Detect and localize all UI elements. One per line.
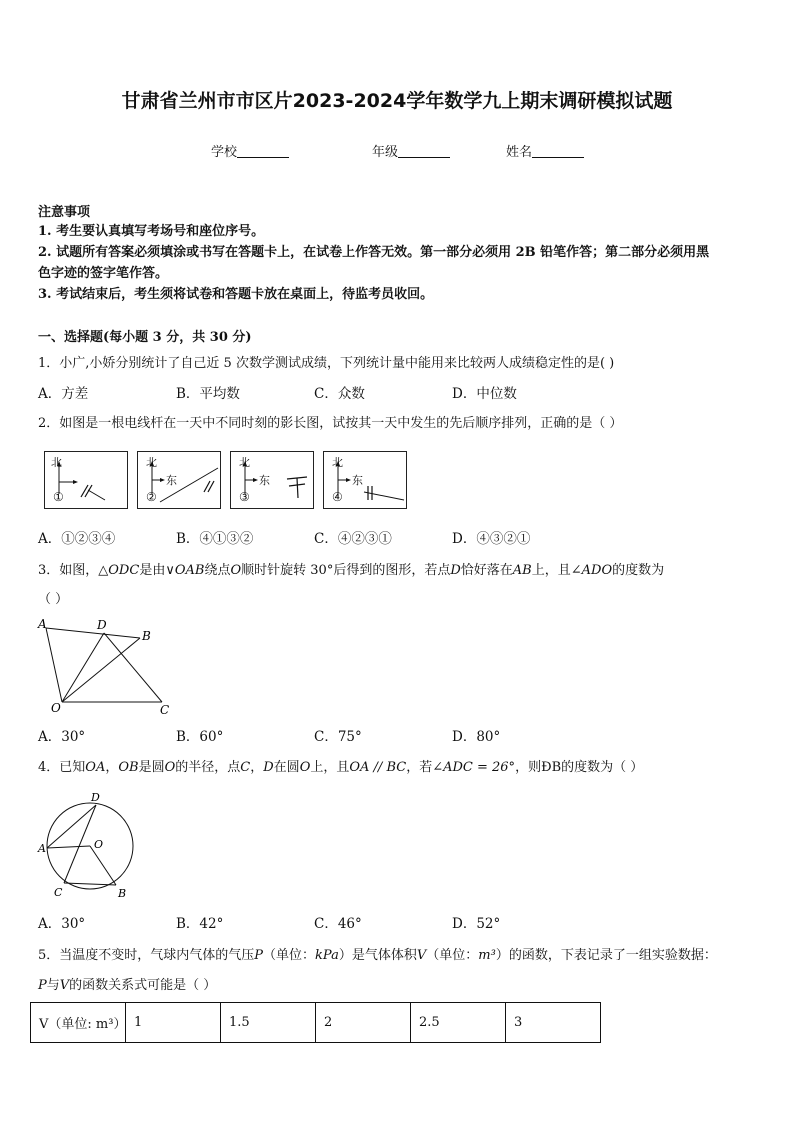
point-label: D <box>97 618 107 632</box>
math-symbol: P <box>38 978 47 993</box>
math-symbol: O <box>230 563 242 578</box>
q4-option-d[interactable]: D．52° <box>452 916 501 932</box>
q3-option-b[interactable]: B．60° <box>176 729 224 745</box>
section-heading: 一、选择题(每小题 3 分，共 30 分) <box>38 330 252 345</box>
north-label: 北 <box>332 456 343 469</box>
point-label: C <box>160 703 170 717</box>
stem-text: 顺时针旋转 30°后得到的图形，若点 <box>241 563 451 578</box>
math-symbol: ∨OAB <box>165 563 205 578</box>
q4-option-b[interactable]: B．42° <box>176 916 224 932</box>
q2-option-a[interactable]: A．①②③④ <box>38 531 116 547</box>
stem-text: （单位： <box>426 948 479 963</box>
q4-option-a[interactable]: A．30° <box>38 916 86 932</box>
school-label: 学校 <box>211 145 238 160</box>
question-5-stem <box>38 946 717 966</box>
east-label: 东 <box>166 474 177 487</box>
stem-text: ， <box>105 760 119 775</box>
question-4-stem <box>38 758 643 778</box>
stem-text: 在圆 <box>273 760 300 775</box>
q3-option-a[interactable]: A．30° <box>38 729 86 745</box>
question-2-stem: 2．如图是一根电线杆在一天中不同时刻的影长图，试按其一天中发生的先后顺序排列，正确的是（ ） <box>38 416 623 431</box>
stem-text: 是圆 <box>138 760 165 775</box>
stem-text: 绕点 <box>204 563 231 578</box>
name-label: 姓名 <box>506 145 533 160</box>
point-label: O <box>94 838 104 851</box>
grade-field[interactable] <box>372 141 450 160</box>
stem-text: 的度数为（ ） <box>561 760 644 775</box>
math-symbol: O <box>164 760 176 775</box>
stem-text: 与 <box>46 978 60 993</box>
note-item: 2. 试题所有答案必须填涂或书写在答题卡上，在试卷上作答无效。第一部分必须用 2B 铅笔作答；第二部分必须用黑 <box>38 245 710 260</box>
point-label: A <box>38 617 47 631</box>
math-symbol: ∠ADO <box>570 563 613 578</box>
table-cell: 3 <box>506 1003 601 1043</box>
question-3-paren: （ ） <box>38 592 69 607</box>
stem-text: 恰好落在 <box>460 563 513 578</box>
q2-option-b[interactable]: B．④①③② <box>176 531 254 547</box>
point-label: A <box>38 842 46 855</box>
north-label: 北 <box>146 456 157 469</box>
experiment-data-table <box>30 1002 601 1043</box>
circle-figure <box>34 790 144 902</box>
math-symbol: O <box>299 760 311 775</box>
math-symbol: P <box>254 948 264 963</box>
grade-label: 年级 <box>372 145 399 160</box>
table-row <box>31 1003 601 1043</box>
stem-text: 3．如图， <box>38 563 99 578</box>
table-cell: 1 <box>126 1003 221 1043</box>
math-symbol: ÐB <box>541 760 562 775</box>
shadow-panel-2 <box>137 451 221 509</box>
stem-text: ）是气体体积 <box>338 948 417 963</box>
math-symbol: m³ <box>478 948 496 963</box>
q1-option-a[interactable]: A．方差 <box>38 386 89 402</box>
q3-option-c[interactable]: C．75° <box>314 729 362 745</box>
name-field[interactable] <box>506 141 584 160</box>
question-3-stem <box>38 561 664 581</box>
east-label: 东 <box>259 474 270 487</box>
math-symbol: △ODC <box>98 563 140 578</box>
note-item: 色字迹的签字笔作答。 <box>38 266 169 281</box>
page-title: 甘肃省兰州市市区片2023-2024学年数学九上期末调研模拟试题 <box>121 90 673 112</box>
north-label: 北 <box>51 456 62 469</box>
point-label: D <box>91 791 100 804</box>
panel-number: ③ <box>239 490 250 504</box>
point-label: B <box>142 629 151 643</box>
panel-number: ④ <box>332 490 343 504</box>
q1-option-b[interactable]: B．平均数 <box>176 386 240 402</box>
stem-text: 上，且 <box>310 760 350 775</box>
q3-option-d[interactable]: D．80° <box>452 729 501 745</box>
shadow-panel-4 <box>323 451 407 509</box>
q4-option-c[interactable]: C．46° <box>314 916 362 932</box>
north-label: 北 <box>239 456 250 469</box>
question-5-stem-line2 <box>38 976 216 996</box>
shadow-panel-1 <box>44 451 128 509</box>
q2-option-c[interactable]: C．④②③① <box>314 531 392 547</box>
math-symbol: D <box>450 563 461 578</box>
stem-text: 4．已知 <box>38 760 86 775</box>
note-item: 3. 考试结束后，考生须将试卷和答题卡放在桌面上，待监考员收回。 <box>38 287 434 302</box>
stem-text: ， <box>250 760 264 775</box>
math-symbol: C <box>240 760 251 775</box>
stem-text: ，若 <box>406 760 433 775</box>
stem-text: 上，且 <box>531 563 571 578</box>
math-symbol: AB <box>512 563 532 578</box>
question-1-stem: 1．小广,小娇分别统计了自己近 5 次数学测试成绩，下列统计量中能用来比较两人成绩稳定性的是( ) <box>38 356 615 371</box>
stem-text: ，则 <box>515 760 542 775</box>
panel-number: ② <box>146 490 157 504</box>
math-symbol: OB <box>118 760 139 775</box>
note-item: 1. 考生要认真填写考场号和座位序号。 <box>38 224 265 239</box>
math-symbol: V <box>416 948 427 963</box>
table-cell: 1.5 <box>221 1003 316 1043</box>
math-symbol: OA // BC <box>349 760 407 775</box>
notes-heading: 注意事项 <box>38 205 91 220</box>
math-symbol: kPa <box>315 948 339 963</box>
math-symbol: ∠ADC = 26° <box>432 760 516 775</box>
q1-option-d[interactable]: D．中位数 <box>452 386 517 402</box>
stem-text: 是由 <box>139 563 166 578</box>
school-blank[interactable] <box>237 145 289 158</box>
math-symbol: V <box>59 978 70 993</box>
table-header-cell: V（单位: m³） <box>31 1003 126 1043</box>
triangle-rotation-figure <box>34 614 184 720</box>
stem-text: 的半径，点 <box>175 760 241 775</box>
panel-number: ① <box>53 490 64 504</box>
table-cell: 2 <box>316 1003 411 1043</box>
stem-text: ）的函数，下表记录了一组实验数据： <box>495 948 717 963</box>
stem-text: （单位： <box>263 948 316 963</box>
point-label: B <box>118 887 127 900</box>
q2-option-d[interactable]: D．④③②① <box>452 531 531 547</box>
point-label: C <box>54 886 63 899</box>
stem-text: 的度数为 <box>612 563 665 578</box>
shadow-panel-3 <box>230 451 314 509</box>
stem-text: 的函数关系式可能是（ ） <box>69 978 217 993</box>
math-symbol: OA <box>85 760 106 775</box>
stem-text: 5．当温度不变时，气球内气体的气压 <box>38 948 255 963</box>
school-field[interactable] <box>211 141 289 160</box>
math-symbol: D <box>263 760 274 775</box>
east-label: 东 <box>352 474 363 487</box>
table-cell: 2.5 <box>411 1003 506 1043</box>
grade-blank[interactable] <box>398 145 450 158</box>
q1-option-c[interactable]: C．众数 <box>314 386 365 402</box>
name-blank[interactable] <box>532 145 584 158</box>
point-label: O <box>51 701 61 715</box>
